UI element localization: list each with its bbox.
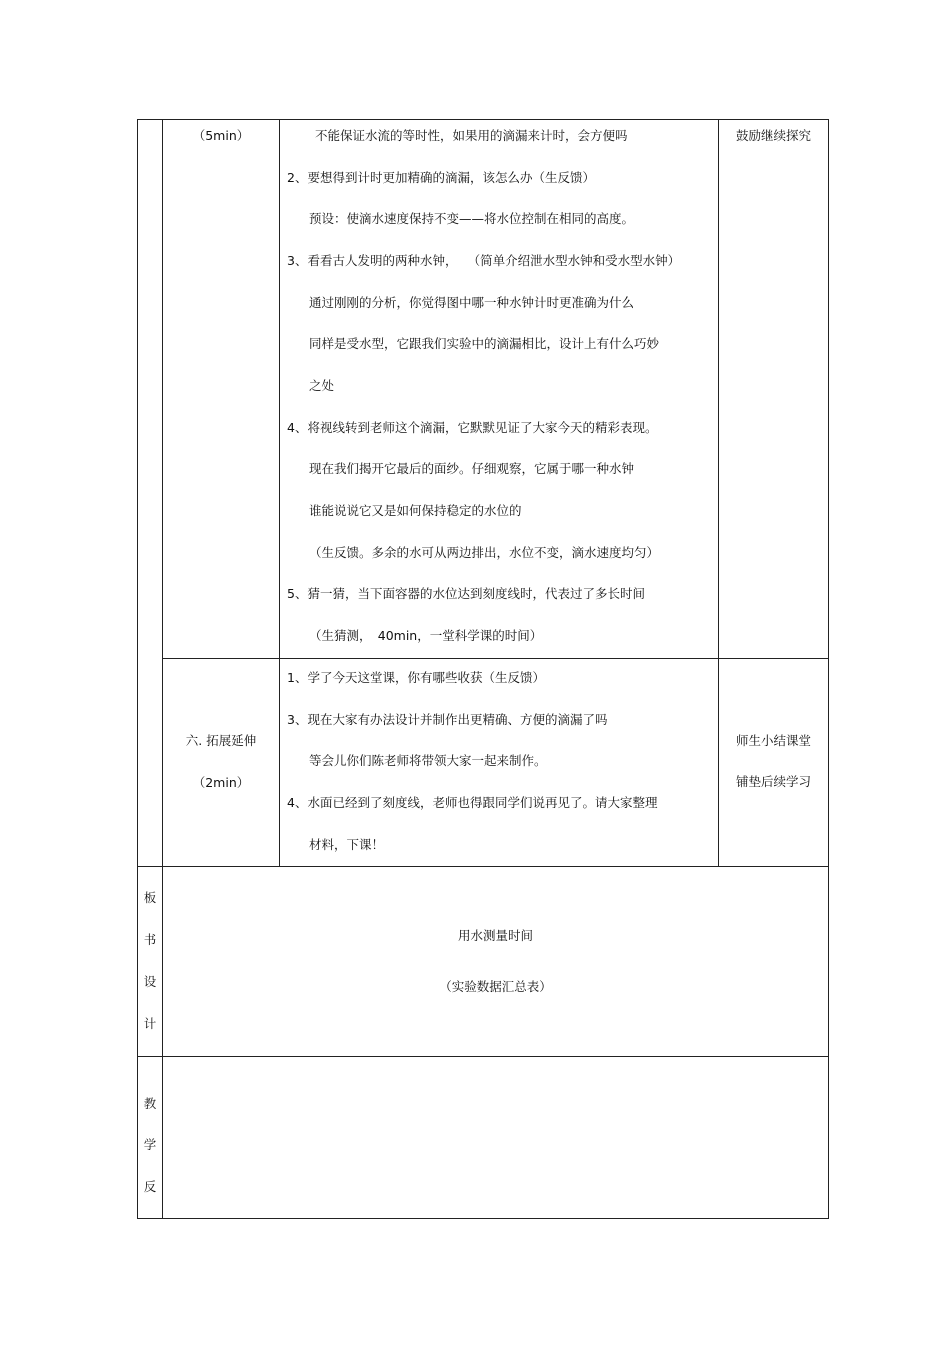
board-label-char: 设 [143,974,157,989]
board-label-char: 计 [143,1016,157,1031]
content-line: 材料，下课！ [309,837,385,852]
content-line: 3、现在大家有办法设计并制作出更精确、方便的滴漏了吗 [287,712,608,727]
content-line: 等会儿你们陈老师将带领大家一起来制作。 [309,753,547,768]
content-line: 4、水面已经到了刻度线，老师也得跟同学们说再见了。请大家整理 [287,795,658,810]
board-subtitle: （实验数据汇总表） [439,979,552,994]
content-line: 通过刚刚的分析，你觉得图中哪一种水钟计时更准确为什么 [309,295,635,310]
stage-time-label: （2min） [192,775,250,790]
content-line: 5、猜一猜，当下面容器的水位达到刻度线时，代表过了多长时间 [287,586,645,601]
reflection-label-char: 反 [143,1179,157,1194]
board-label-char: 板 [143,890,157,905]
row-divider-3 [137,1056,829,1057]
content-line: 预设：使滴水速度保持不变——将水位控制在相同的高度。 [309,211,635,226]
reflection-label-char: 教 [143,1096,157,1111]
content-line: 现在我们揭开它最后的面纱。仔细观察，它属于哪一种水钟 [309,461,635,476]
content-line: 同样是受水型，它跟我们实验中的滴漏相比，设计上有什么巧妙 [309,336,660,351]
table-bottom-border [137,1218,829,1219]
col-divider-label [162,119,163,1219]
content-line: （生反馈。多余的水可从两边排出，水位不变，滴水速度均匀） [309,545,660,560]
content-line: 4、将视线转到老师这个滴漏，它默默见证了大家今天的精彩表现。 [287,420,658,435]
col-divider-stage [279,119,280,867]
row-divider-2 [137,866,829,867]
content-line: 之处 [309,378,335,393]
board-label-char: 书 [143,932,157,947]
stage-time-label: （5min） [192,128,250,143]
content-line: 3、看看古人发明的两种水钟， （简单介绍泄水型水钟和受水型水钟） [287,253,681,268]
table-right-border [828,119,829,1219]
col-divider-note [718,119,719,867]
content-line: 谁能说说它又是如何保持稳定的水位的 [309,503,522,518]
reflection-label-char: 学 [143,1137,157,1152]
note-text: 鼓励继续探究 [735,128,811,143]
content-line: 1、学了今天这堂课，你有哪些收获（生反馈） [287,670,545,685]
content-line: （生猜测， 40min，一堂科学课的时间） [309,628,543,643]
table-top-border [137,119,829,120]
table-left-border [137,119,138,1219]
note-text: 铺垫后续学习 [735,774,811,789]
stage-label: 六. 拓展延伸 [185,733,257,748]
content-line: 2、要想得到计时更加精确的滴漏，该怎么办（生反馈） [287,170,595,185]
content-line: 不能保证水流的等时性，如果用的滴漏来计时，会方便吗 [315,128,628,143]
row-divider-1 [162,658,829,659]
board-title: 用水测量时间 [457,928,533,943]
note-text: 师生小结课堂 [735,733,811,748]
